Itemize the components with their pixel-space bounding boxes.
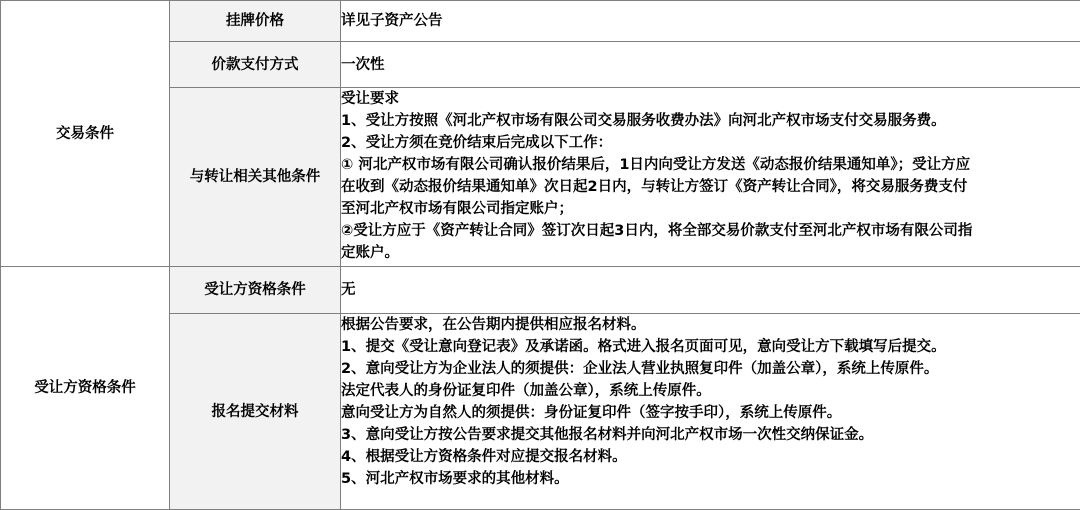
value-line: 4、根据受让方资格条件对应提交报名材料。	[341, 446, 1080, 468]
value-line: 至河北产权市场有限公司指定账户；	[341, 198, 1080, 220]
value-line: ②受让方应于《资产转让合同》签订次日起3日内，将全部交易价款支付至河北产权市场有限公司指	[341, 220, 1080, 242]
row-value-cell	[341, 1, 1080, 42]
value-line: 3、意向受让方按公告要求提交其他报名材料并向河北产权市场一次性交纳保证金。	[341, 424, 1080, 446]
value-line: 详见子资产公告	[341, 10, 1080, 32]
table-row	[1, 1, 1080, 42]
row-label-cell	[170, 1, 341, 42]
row-label-cell	[170, 88, 341, 267]
value-line: 根据公告要求，在公告期内提供相应报名材料。	[341, 314, 1080, 336]
value-line: 受让要求	[341, 88, 1080, 110]
value-line: 意向受让方为自然人的须提供：身份证复印件（签字按手印），系统上传原件。	[341, 402, 1080, 424]
row-value-cell	[341, 42, 1080, 88]
value-line: 1、提交《受让意向登记表》及承诺函。格式进入报名页面可见，意向受让方下载填写后提交。	[341, 336, 1080, 358]
row-label-cell	[170, 267, 341, 314]
row-label: 挂牌价格	[226, 13, 284, 29]
value-line: 一次性	[341, 54, 1080, 76]
category-cell	[1, 267, 170, 510]
value-line: 无	[341, 279, 1080, 301]
row-label-cell	[170, 42, 341, 88]
row-value-cell	[341, 267, 1080, 314]
row-label: 报名提交材料	[212, 404, 299, 420]
category-label: 受让方资格条件	[34, 380, 136, 396]
value-line: 在收到《动态报价结果通知单》次日起2日内，与转让方签订《资产转让合同》，将交易服务费支付	[341, 176, 1080, 198]
value-line: 定账户。	[341, 242, 1080, 264]
value-line: 2、意向受让方为企业法人的须提供：企业法人营业执照复印件（加盖公章），系统上传原件。	[341, 358, 1080, 380]
row-label-cell	[170, 314, 341, 510]
category-cell	[1, 1, 170, 267]
row-label: 与转让相关其他条件	[190, 169, 321, 185]
value-line: 5、河北产权市场要求的其他材料。	[341, 468, 1080, 490]
row-value-cell	[341, 88, 1080, 267]
category-label: 交易条件	[56, 126, 114, 142]
row-label: 受让方资格条件	[204, 282, 306, 298]
value-line: 法定代表人的身份证复印件（加盖公章），系统上传原件。	[341, 380, 1080, 402]
value-line: 1、受让方按照《河北产权市场有限公司交易服务收费办法》向河北产权市场支付交易服务费。	[341, 110, 1080, 132]
table-row	[1, 267, 1080, 314]
row-value-cell	[341, 314, 1080, 510]
value-line: ① 河北产权市场有限公司确认报价结果后，1日内向受让方发送《动态报价结果通知单》；受让方应	[341, 154, 1080, 176]
value-line: 2、受让方须在竞价结束后完成以下工作：	[341, 132, 1080, 154]
row-label: 价款支付方式	[212, 57, 299, 73]
